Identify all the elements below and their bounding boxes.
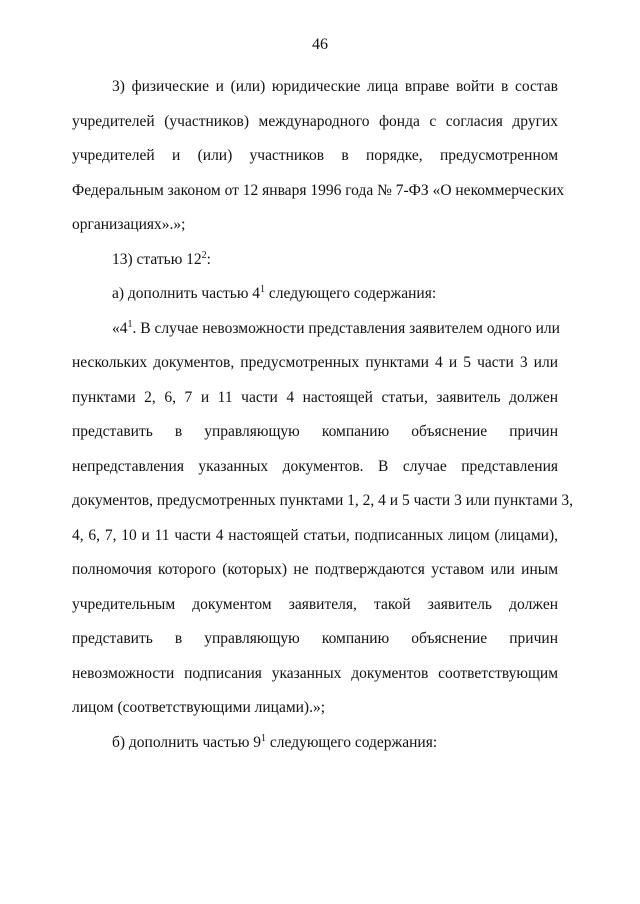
text-line: пунктами 2, 6, 7 и 11 части 4 настоящей статьи, заявитель должен [72, 388, 558, 406]
text-line: документов, предусмотренных пунктами 1, 2, 4 и 5 части 3 или пунктами 3, [72, 492, 574, 509]
text-line: организациях».»; [72, 216, 186, 233]
text-line: Федеральным законом от 12 января 1996 года № 7-ФЗ «О некоммерческих [72, 181, 565, 199]
text-segment: 13) статью 12 [112, 250, 202, 268]
text-segment: следующего содержания: [266, 733, 438, 751]
text-line: нескольких документов, предусмотренных пунктами 4 и 5 части 3 или [72, 354, 558, 371]
superscript: 1 [127, 318, 133, 330]
paragraph-item-3 [72, 70, 565, 243]
page-number: 46 [312, 36, 328, 53]
text-segment: «4 [112, 319, 128, 337]
text-line: представить в управляющую компанию объяснение причин [72, 630, 558, 647]
text-line: учредительным документом заявителя, такой заявитель должен [72, 595, 558, 613]
text-segment: а) дополнить частью 4 [112, 285, 261, 302]
superscript: 1 [261, 732, 267, 744]
paragraph-quote [72, 312, 574, 726]
text-line [72, 312, 558, 347]
text-line: невозможности подписания указанных документов соответствующим [72, 664, 558, 682]
text-segment: б) дополнить частью 9 [112, 733, 262, 751]
text-line: представить в управляющую компанию объяснение причин [72, 423, 558, 440]
text-line: непредставления указанных документов. В случае представления [72, 457, 558, 475]
paragraph-item-13 [72, 243, 558, 278]
text-line: 3) физические и (или) юридические лица вправе войти в состав [112, 78, 558, 95]
text-line: полномочия которого (которых) не подтверждаются уставом или иным [72, 561, 558, 578]
text-segment: следующего содержания: [265, 285, 437, 302]
text-segment: : [206, 250, 211, 268]
superscript: 2 [201, 249, 207, 261]
text-line: 4, 6, 7, 10 и 11 части 4 настоящей статьи, подписанных лицом (лицами), [72, 526, 558, 544]
superscript: 1 [260, 283, 266, 295]
paragraph-item-b [72, 726, 558, 761]
text-line: учредителей и (или) участников в порядке, предусмотренном [72, 147, 558, 164]
text-line: лицом (соответствующими лицами).»; [72, 699, 326, 716]
text-segment: . В случае невозможности представления заявителем одного или [132, 319, 560, 337]
document-body [72, 70, 574, 760]
paragraph-item-a [72, 277, 558, 312]
text-line: учредителей (участников) международного фонда с согласия других [72, 112, 558, 130]
